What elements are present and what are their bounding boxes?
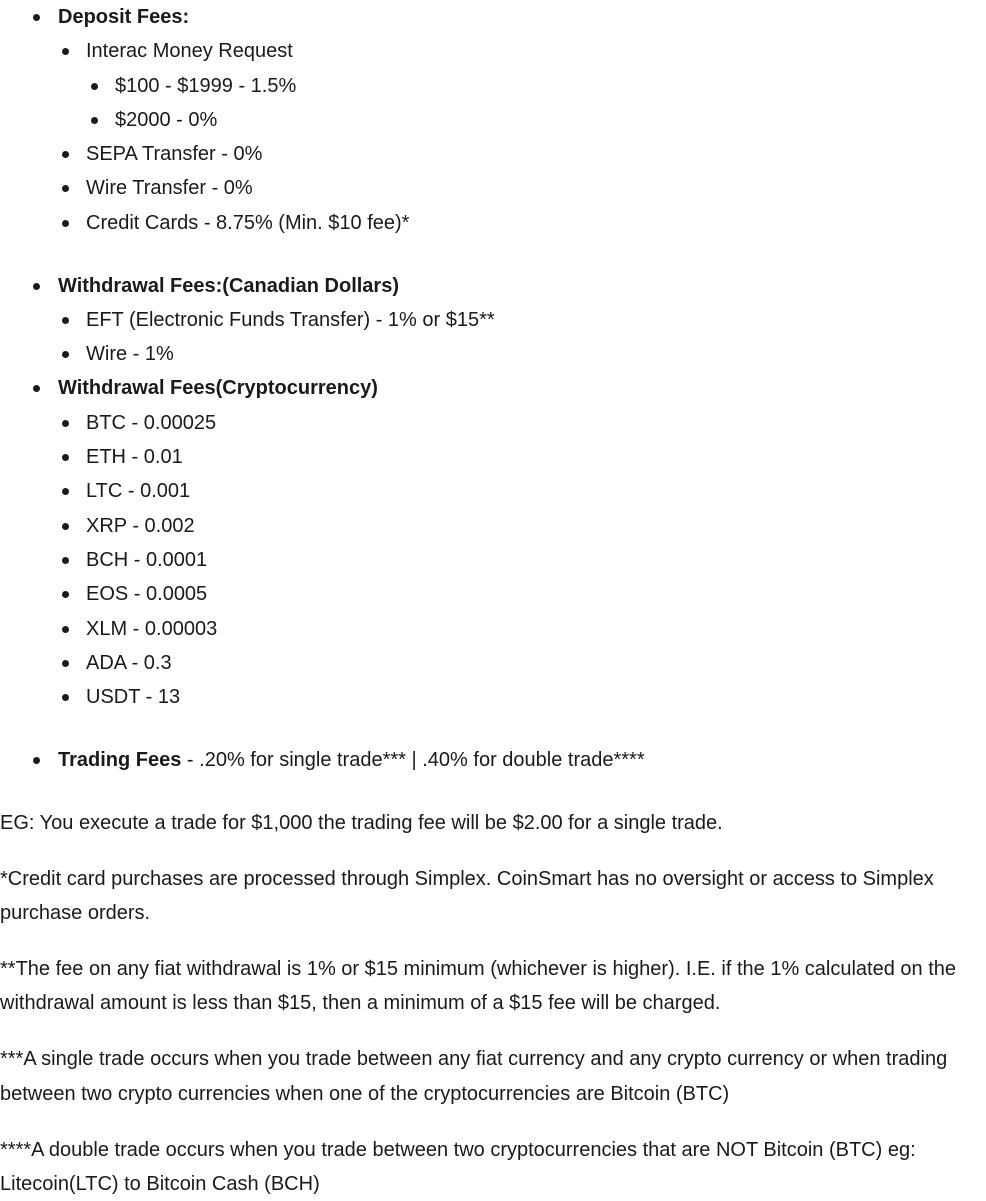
- interac-tier-list: [86, 69, 986, 138]
- crypto-fee-item: XRP - 0.002: [0, 509, 986, 543]
- crypto-fee-item: XLM - 0.00003: [0, 612, 986, 646]
- trading-fees-detail: - .20% for single trade*** | .40% for double trade****: [181, 748, 645, 771]
- trading-fees-section: [0, 743, 986, 777]
- deposit-item: Wire Transfer - 0%: [0, 171, 986, 205]
- crypto-fee-item: BCH - 0.0001: [0, 543, 986, 577]
- withdrawal-crypto-section: [0, 371, 986, 714]
- withdrawal-cad-list: [58, 303, 986, 372]
- interac-tier: $100 - $1999 - 1.5%: [0, 69, 986, 103]
- deposit-item-interac: [0, 34, 986, 137]
- footnote-double-trade: ****A double trade occurs when you trade between two cryptocurrencies that are NOT Bitcoin (BTC) eg: Litecoin(LTC) to Bitcoin Cash (BCH): [0, 1138, 916, 1195]
- example-note: EG: You execute a trade for $1,000 the trading fee will be $2.00 for a single trade.: [0, 811, 723, 834]
- withdrawal-cad-heading: Withdrawal Fees:(Canadian Dollars): [58, 274, 399, 297]
- deposit-item: SEPA Transfer - 0%: [0, 137, 986, 171]
- withdrawal-cad-item: Wire - 1%: [0, 337, 986, 371]
- interac-tier: $2000 - 0%: [0, 103, 986, 137]
- deposit-fees-list: [58, 34, 986, 240]
- crypto-fee-item: ETH - 0.01: [0, 440, 986, 474]
- crypto-fee-item: LTC - 0.001: [0, 474, 986, 508]
- crypto-fee-item: USDT - 13: [0, 680, 986, 714]
- footnote-credit-card: *Credit card purchases are processed through Simplex. CoinSmart has no oversight or access to Simplex purchase orders.: [0, 867, 934, 925]
- footnote-fiat-withdrawal: **The fee on any fiat withdrawal is 1% or $15 minimum (whichever is higher). I.E. if the 1% calculated on the withdrawal amount is less than $15, then a minimum of a $15 fee will be charged.: [0, 958, 957, 1015]
- footnote-single-trade: ***A single trade occurs when you trade between any fiat currency and any crypto currency or when trading between two crypto currencies when one of the cryptocurrencies are Bitcoin (BTC): [0, 1048, 948, 1105]
- withdrawal-crypto-heading: Withdrawal Fees(Cryptocurrency): [58, 377, 378, 400]
- footnotes: [0, 806, 986, 1201]
- crypto-fee-item: ADA - 0.3: [0, 646, 986, 680]
- deposit-fees-section: [0, 0, 986, 240]
- trading-fees-heading: Trading Fees: [58, 748, 182, 771]
- crypto-fee-item: BTC - 0.00025: [0, 406, 986, 440]
- deposit-item: Credit Cards - 8.75% (Min. $10 fee)*: [0, 206, 986, 240]
- crypto-fee-item: EOS - 0.0005: [0, 577, 986, 611]
- deposit-fees-heading: Deposit Fees:: [58, 6, 190, 28]
- withdrawal-cad-section: [0, 269, 986, 372]
- withdrawal-cad-item: EFT (Electronic Funds Transfer) - 1% or $15**: [0, 303, 986, 337]
- withdrawal-crypto-list: [58, 406, 986, 715]
- interac-label: Interac Money Request: [86, 40, 293, 63]
